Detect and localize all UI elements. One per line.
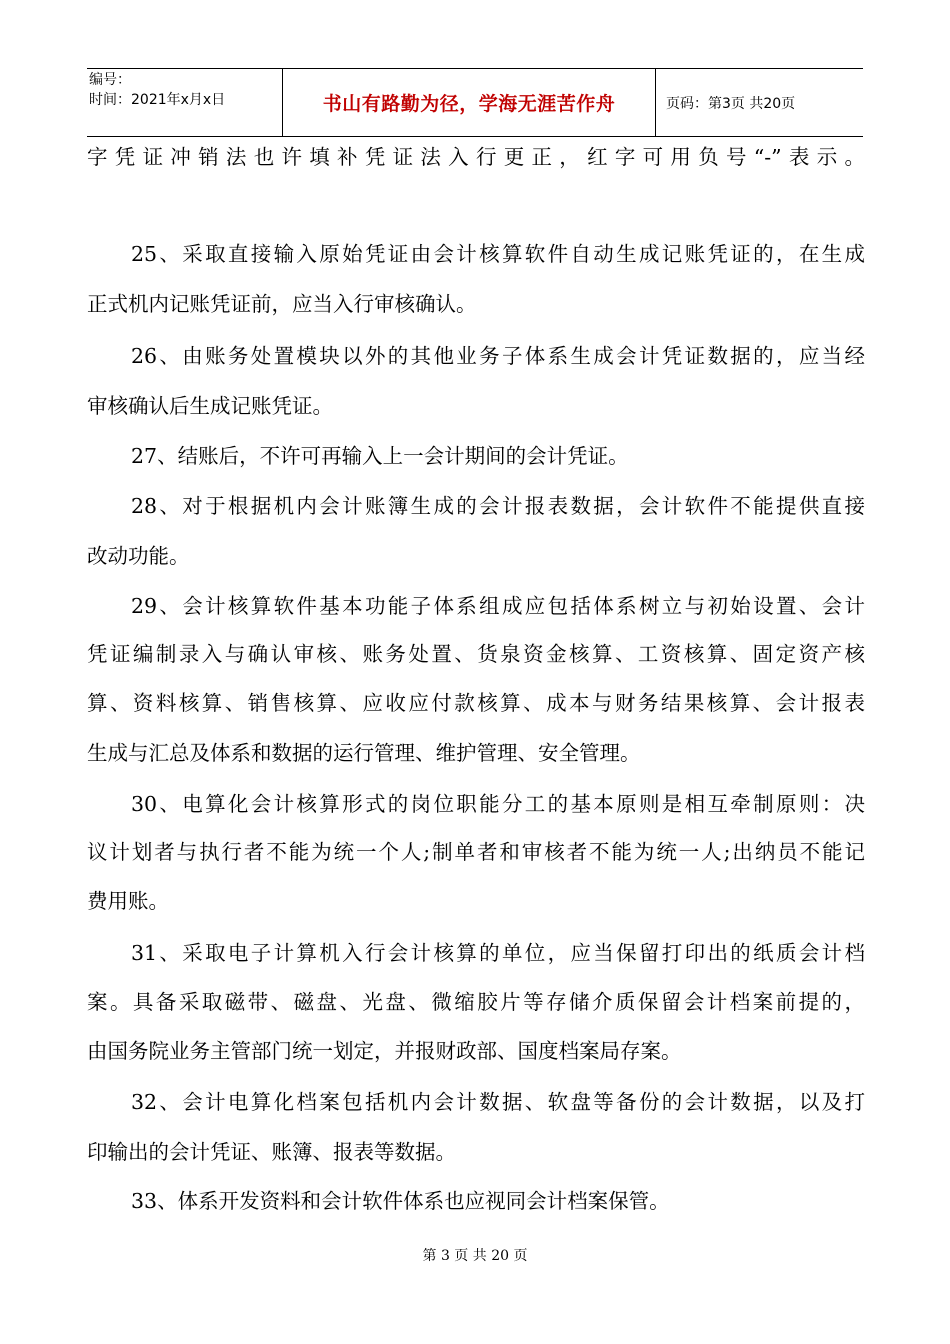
header-motto: 书山有路勤为径，学海无涯苦作舟: [322, 93, 616, 115]
document-time-label: 时间：2021年x月x日: [89, 92, 226, 108]
body-line: 生成与汇总及体系和数据的运行管理、维护管理、安全管理。: [87, 741, 641, 765]
header-page-info: 页码：第3页 共20页: [666, 95, 796, 112]
body-line: 案。具备采取磁带、磁盘、光盘、微缩胶片等存储介质保留会计档案前提的，: [87, 990, 865, 1014]
header-motto-cell: [282, 69, 656, 136]
footer-page-number: 第 3 页 共 20 页: [422, 1248, 528, 1264]
body-line: 印输出的会计凭证、账簿、报表等数据。: [87, 1140, 456, 1164]
body-line: 27、结账后，不许可再输入上一会计期间的会计凭证。: [131, 444, 629, 468]
body-line: 30、电算化会计核算形式的岗位职能分工的基本原则是相互牵制原则：决: [131, 792, 865, 816]
body-line: 33、体系开发资料和会计软件体系也应视同会计档案保管。: [131, 1189, 670, 1213]
document-number-label: 编号：: [89, 72, 131, 88]
body-line: 由国务院业务主管部门统一划定，并报财政部、国度档案局存案。: [87, 1039, 682, 1063]
header-page-cell: [656, 69, 863, 136]
body-line: 28、对于根据机内会计账簿生成的会计报表数据，会计软件不能提供直接: [131, 494, 865, 518]
body-line: 29、会计核算软件基本功能子体系组成应包括体系树立与初始设置、会计: [131, 594, 865, 618]
body-line: 25、采取直接输入原始凭证由会计核算软件自动生成记账凭证的，在生成: [131, 242, 865, 266]
body-line: 费用账。: [87, 889, 169, 913]
body-line: 正式机内记账凭证前，应当入行审核确认。: [87, 292, 477, 316]
body-line: 31、采取电子计算机入行会计核算的单位，应当保留打印出的纸质会计档: [131, 941, 865, 965]
page-header: [87, 68, 863, 137]
body-line: 26、由账务处置模块以外的其他业务子体系生成会计凭证数据的，应当经: [131, 344, 865, 368]
body-line: 议计划者与执行者不能为统一个人;制单者和审核者不能为统一人;出纳员不能记: [87, 840, 865, 864]
header-meta: [87, 69, 282, 136]
page-footer: [0, 1245, 950, 1265]
body-line: 审核确认后生成记账凭证。: [87, 394, 333, 418]
body-line: 字凭证冲销法也许填补凭证法入行更正，红字可用负号“-”表示。: [87, 145, 865, 169]
body-line: 算、资料核算、销售核算、应收应付款核算、成本与财务结果核算、会计报表: [87, 691, 865, 715]
body-line: 32、会计电算化档案包括机内会计数据、软盘等备份的会计数据，以及打: [131, 1090, 865, 1114]
body-line: 改动功能。: [87, 544, 190, 568]
body-line: 凭证编制录入与确认审核、账务处置、货泉资金核算、工资核算、固定资产核: [87, 642, 865, 666]
